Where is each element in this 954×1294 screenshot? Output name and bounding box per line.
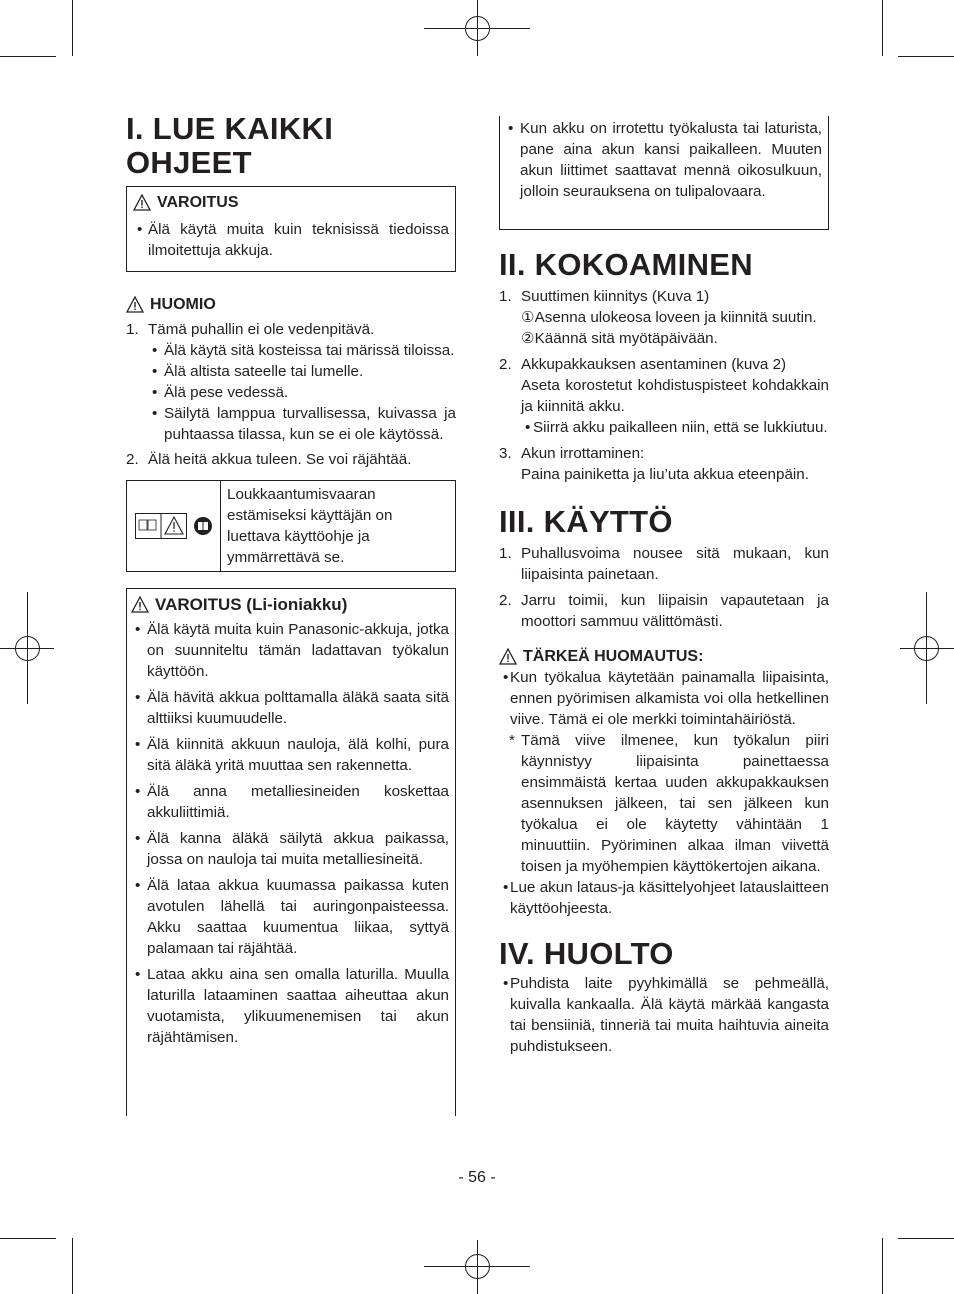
footnote: * Tämä viive ilmenee, kun työkalun piiri käynnistyy liipaisinta painettaessa ensimmäistä kertaa uuden akkupakkauksen asennuksen jälkeen, tai sen jälkeen kun työkalua ei ole käytetty vähintään 1 minuuttiin. Pyöriminen alkaa ilman viivettä toisen ja myöhempien käyttökertojen aikana. bbox=[509, 732, 829, 875]
list-item: • Älä altista sateelle tai lumelle. bbox=[148, 361, 456, 382]
section-title-2: II. KOKOAMINEN bbox=[499, 247, 753, 282]
assembly-step-1: ①Asenna ulokeosa loveen ja kiinnitä suutin. bbox=[521, 309, 817, 326]
list-item: • Älä pese vedessä. bbox=[148, 382, 456, 403]
list-item: • Lataa akku aina sen omalla laturilla. Muulla laturilla lataaminen saattaa aiheuttaa akun vuotamista, ylikuumenemisen tai akun räjähtämisen. bbox=[131, 964, 449, 1048]
list-item: • Puhdista laite pyyhkimällä se pehmeällä, kuivalla kankaalla. Älä käytä märkää kangasta tai bensiiniä, tinneriä tai muita haihtuvia aineita puhdistukseen. bbox=[499, 973, 829, 1057]
operation-item-1: 1. Puhallusvoima nousee sitä mukaan, kun liipaisinta painetaan. bbox=[499, 545, 829, 583]
operation-item-2: 2. Jarru toimii, kun liipaisin vapautetaan ja moottori sammuu välittömästi. bbox=[499, 592, 829, 630]
assembly-item-3-text: Paina painiketta ja liu’uta akkua eteenpäin. bbox=[521, 466, 809, 483]
list-item: • Älä käytä muita kuin Panasonic-akkuja, jotka on suunniteltu tämän ladattavan työkalun käyttöön. bbox=[131, 619, 449, 682]
page-number: - 56 - bbox=[458, 1169, 496, 1186]
manual-notice-text: Loukkaantumisvaaran estämiseksi käyttäjän on luettava käyttöohje ja ymmärrettävä se. bbox=[227, 486, 393, 566]
list-item: • Älä kanna äläkä säilytä akkua paikassa, jossa on nauloja tai muita metalliesineitä. bbox=[131, 828, 449, 870]
warning-heading: VAROITUS bbox=[133, 192, 449, 213]
warning-triangle-icon bbox=[133, 194, 151, 211]
list-item: • Kun akku on irrotettu työkalusta tai laturista, pane aina akun kansi paikalleen. Muuten akun liittimet saattavat mennä oikosulkuun, jolloin seurauksena on tulipalovaara. bbox=[504, 118, 822, 202]
li-ion-warning-heading: VAROITUS (Li-ioniakku) bbox=[131, 594, 449, 615]
read-manual-icon bbox=[193, 516, 213, 536]
manual-notice-box bbox=[126, 480, 456, 572]
assembly-item-1: 1. Suuttimen kiinnitys (Kuva 1) bbox=[499, 288, 710, 305]
list-item: • Lue akun lataus-ja käsittelyohjeet latauslaitteen käyttöohjeesta. bbox=[499, 877, 829, 919]
section-title-4: IV. HUOLTO bbox=[499, 936, 674, 971]
warning-box bbox=[126, 186, 456, 272]
assembly-item-2: 2. Akkupakkauksen asentaminen (kuva 2) bbox=[499, 356, 787, 373]
manual-book-icon bbox=[135, 513, 187, 539]
caution-item-1: 1. Tämä puhallin ei ole vedenpitävä. bbox=[126, 321, 375, 338]
caution-heading: HUOMIO bbox=[126, 294, 456, 315]
warning-triangle-icon bbox=[131, 596, 149, 613]
assembly-item-2-text: Aseta korostetut kohdistuspisteet kohdakkain ja kiinnitä akku. bbox=[521, 377, 829, 415]
assembly-step-2: ②Käännä sitä myötäpäivään. bbox=[521, 330, 718, 347]
list-item: • Siirrä akku paikalleen niin, että se lukkiutuu. bbox=[521, 417, 829, 438]
caution-item-2: 2. Älä heitä akkua tuleen. Se voi räjähtää. bbox=[126, 451, 412, 468]
list-item: • Kun työkalua käytetään painamalla liipaisinta, ennen pyörimisen alkamista voi olla hetkellinen viive. Tämä ei ole merkki toimintahäiriöstä. bbox=[499, 667, 829, 730]
list-item: • Säilytä lamppua turvallisessa, kuivassa ja puhtaassa tilassa, kun se ei ole käytössä. bbox=[148, 403, 456, 445]
important-note-heading: TÄRKEÄ HUOMAUTUS: bbox=[499, 646, 829, 667]
list-item: • Älä kiinnitä akkuun nauloja, älä kolhi, pura sitä äläkä yritä muuttaa sen rakennetta. bbox=[131, 734, 449, 776]
assembly-item-3: 3. Akun irrottaminen: bbox=[499, 445, 645, 462]
list-item: • Älä käytä sitä kosteissa tai märissä tiloissa. bbox=[148, 340, 456, 361]
manual-icons bbox=[127, 481, 221, 571]
warning-item: • Älä käytä muita kuin teknisissä tiedoissa ilmoitettuja akkuja. bbox=[133, 219, 449, 261]
warning-triangle-icon bbox=[126, 296, 144, 313]
section-title-1: I. LUE KAIKKI OHJEET bbox=[126, 111, 334, 180]
list-item: • Älä anna metalliesineiden koskettaa akkuliittimiä. bbox=[131, 781, 449, 823]
caution-sublist bbox=[126, 340, 456, 445]
list-item: • Älä hävitä akkua polttamalla äläkä saata sitä alttiiksi kuumuudelle. bbox=[131, 687, 449, 729]
warning-triangle-icon bbox=[499, 648, 517, 665]
li-ion-warning-box bbox=[126, 588, 456, 1116]
list-item: • Älä lataa akkua kuumassa paikassa kuten avotulen lähellä tai auringonpaisteessa. Akku saattaa kuumentua liikaa, syttyä palamaan tai räjähtää. bbox=[131, 875, 449, 959]
section-title-3: III. KÄYTTÖ bbox=[499, 504, 673, 539]
continued-box bbox=[499, 116, 829, 230]
